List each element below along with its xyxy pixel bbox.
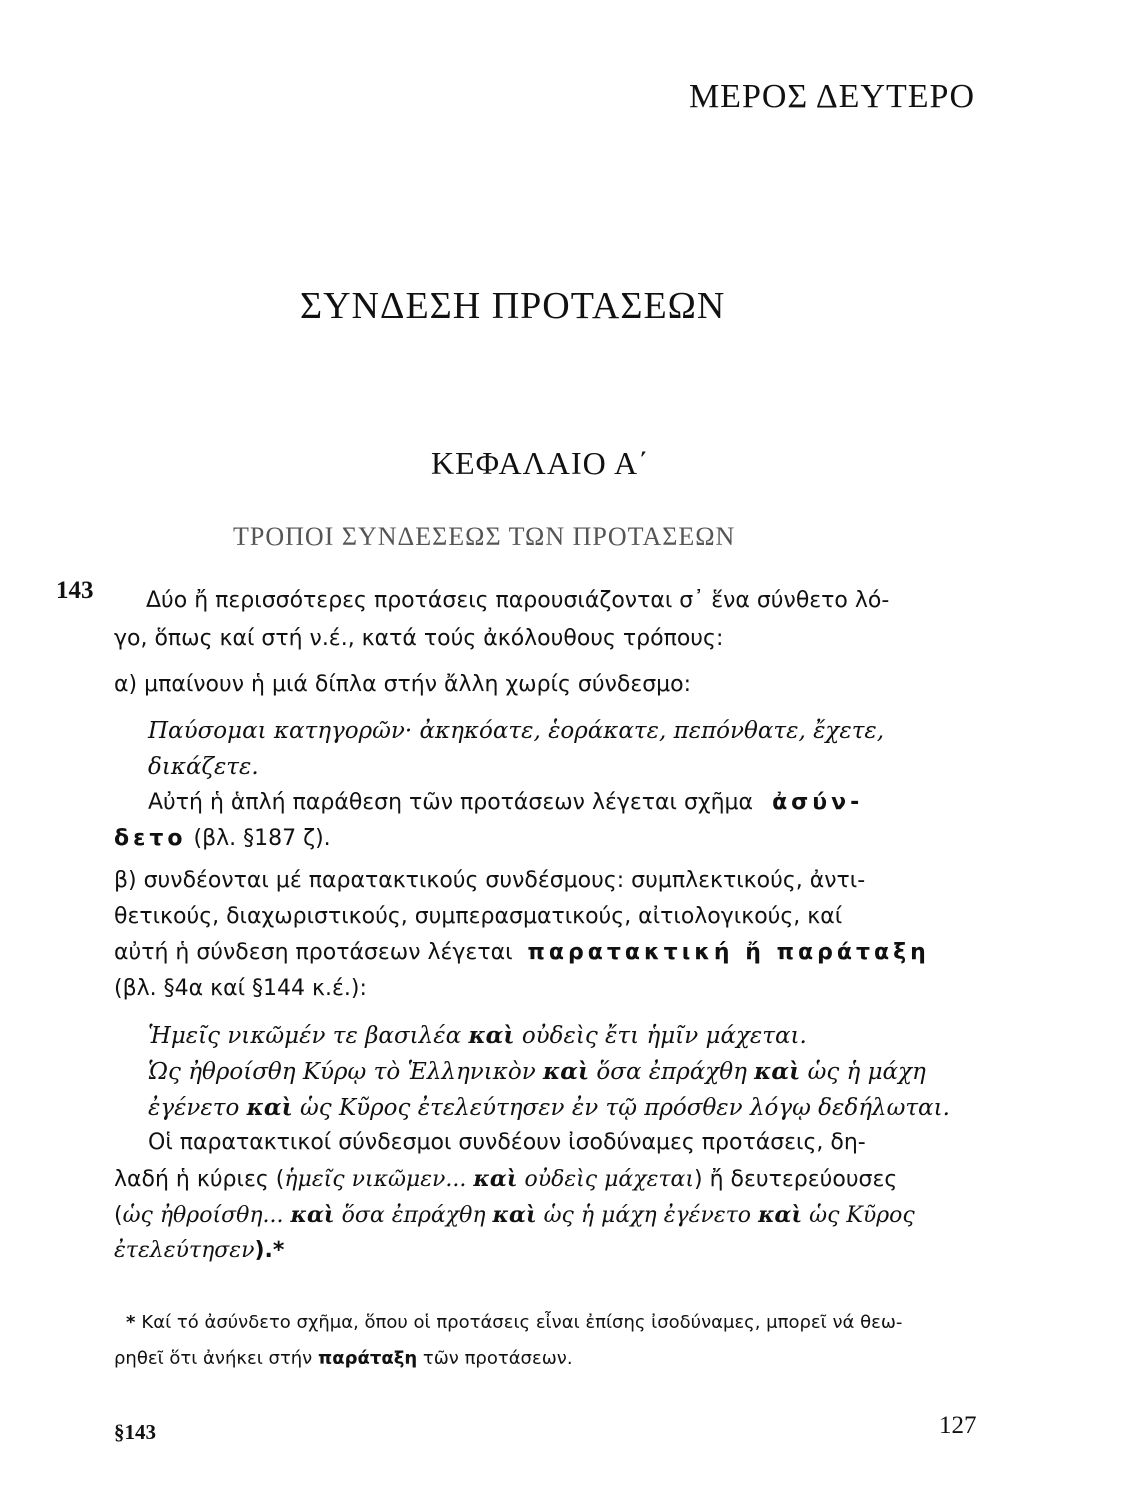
note-line-3-italic-1: ὡς ἠθροίσθη... xyxy=(122,1203,284,1228)
item-b-line-3-text: αὐτή ἡ σύνδεση προτάσεων λέγεται xyxy=(114,940,513,965)
asyndeton-line-1 xyxy=(148,792,863,814)
note-line-2-kai: καὶ xyxy=(473,1166,518,1192)
asyndeton-ref: (βλ. §187 ζ). xyxy=(193,826,331,851)
footnote-line-2 xyxy=(114,1348,573,1369)
item-a: α) μπαίνουν ἡ μιά δίπλα στήν ἄλλη χωρίς σύνδεσμο: xyxy=(114,672,692,697)
note-line-2 xyxy=(114,1168,897,1191)
part-title: ΜΕΡΟΣ ΔΕΥΤΕΡΟ xyxy=(688,78,975,115)
intro-line-1: Δύο ἤ περισσότερες προτάσεις παρουσιάζονται σ᾽ ἕνα σύνθετο λό- xyxy=(146,588,890,613)
item-b-line-4: (βλ. §4α καί §144 κ.έ.): xyxy=(114,976,367,1001)
example-b2-line-2-part-1: ἐγένετο xyxy=(148,1095,240,1121)
note-line-3-kai-2: καὶ xyxy=(492,1202,537,1228)
example-b2-line-1 xyxy=(148,1060,926,1084)
example-b1 xyxy=(148,1024,807,1048)
note-line-2-italic-2: οὐδεὶς μάχεται xyxy=(524,1167,695,1192)
asyndeton-line-2 xyxy=(114,828,331,850)
example-b1-part-2: οὐδεὶς ἔτι ἡμῖν μάχεται. xyxy=(521,1023,807,1049)
example-b2-part-1: Ὡς ἠθροίσθη Κύρῳ τὸ Ἑλληνικὸν xyxy=(148,1059,536,1085)
note-line-4-end: ).* xyxy=(254,1238,285,1263)
chapter-title: ΚΕΦΑΛΑΙΟ Α΄ xyxy=(431,445,650,481)
note-line-3-kai-3: καὶ xyxy=(758,1202,803,1228)
note-line-3-kai-1: καὶ xyxy=(290,1202,335,1228)
asyndeton-text: Αὐτή ἡ ἁπλή παράθεση τῶν προτάσεων λέγεται σχῆμα xyxy=(148,790,754,815)
item-b-line-1: β) συνδέονται μέ παρατακτικούς συνδέσμους: συμπλεκτικούς, ἀντι- xyxy=(114,868,866,893)
note-line-3-italic-3: ὡς ἡ μάχη ἐγένετο xyxy=(543,1203,752,1228)
example-a-line-2: δικάζετε. xyxy=(148,754,259,780)
example-b2-kai-2: καὶ xyxy=(754,1058,801,1085)
note-line-2-part-2: ) ἤ δευτερεύουσες xyxy=(694,1167,898,1192)
example-b1-kai: καὶ xyxy=(468,1022,515,1049)
footnote-line-1 xyxy=(126,1312,902,1333)
note-line-4-italic: ἐτελεύτησεν xyxy=(114,1238,255,1263)
note-line-2-part-1: λαδή ἡ κύριες ( xyxy=(114,1167,285,1192)
asyndeton-term-end: δετο xyxy=(114,826,187,851)
chapter-subtitle: ΤΡΟΠΟΙ ΣΥΝΔΕΣΕΩΣ ΤΩΝ ΠΡΟΤΑΣΕΩΝ xyxy=(233,522,736,551)
item-b-line-2: θετικούς, διαχωριστικούς, συμπερασματικούς, αἰτιολογικούς, καί xyxy=(114,904,843,929)
example-b2-kai-1: καὶ xyxy=(543,1058,590,1085)
example-b2-part-3: ὡς ἡ μάχη xyxy=(807,1059,926,1085)
footer-section-ref: §143 xyxy=(114,1420,156,1444)
page-number: 127 xyxy=(939,1412,977,1439)
paragraph-number: 143 xyxy=(56,577,94,604)
example-b2-part-2: ὅσα ἐπράχθη xyxy=(596,1059,747,1085)
note-line-1: Οἱ παρατακτικοί σύνδεσμοι συνδέουν ἰσοδύναμες προτάσεις, δη- xyxy=(148,1130,866,1155)
section-title: ΣΥΝΔΕΣΗ ΠΡΟΤΑΣΕΩΝ xyxy=(300,285,726,327)
note-line-2-italic-1: ἡμεῖς νικῶμεν... xyxy=(284,1167,467,1192)
example-b2-line-2-kai: καὶ xyxy=(246,1094,293,1121)
example-b1-part-1: Ἡμεῖς νικῶμέν τε βασιλέα xyxy=(148,1023,462,1049)
footnote-term: παράταξη xyxy=(317,1348,418,1369)
note-line-3-italic-4: ὡς Κῦρος xyxy=(809,1203,915,1228)
intro-line-2: γο, ὅπως καί στή ν.έ., κατά τούς ἀκόλουθους τρόπους: xyxy=(114,626,724,651)
footnote-text-1: Καί τό ἀσύνδετο σχῆμα, ὅπου οἱ προτάσεις εἶναι ἐπίσης ἰσοδύναμες, μπορεῖ νά θεω- xyxy=(141,1312,903,1333)
example-a-line-1: Παύσομαι κατηγορῶν· ἀκηκόατε, ἑοράκατε, πεπόνθατε, ἔχετε, xyxy=(148,718,885,744)
note-line-4 xyxy=(114,1240,284,1262)
footnote-text-2-part-2: τῶν προτάσεων. xyxy=(422,1348,573,1369)
footnote-marker: * xyxy=(126,1312,136,1333)
note-line-3 xyxy=(114,1204,915,1227)
example-b2-line-2 xyxy=(148,1096,950,1120)
item-b-line-3 xyxy=(114,942,930,964)
note-line-3-open: ( xyxy=(114,1203,123,1228)
example-b2-line-2-part-2: ὡς Κῦρος ἐτελεύτησεν ἐν τῷ πρόσθεν λόγῳ δεδήλωται. xyxy=(300,1095,950,1121)
footnote-text-2-part-1: ρηθεῖ ὅτι ἀνήκει στήν xyxy=(114,1348,313,1369)
asyndeton-term-start: ἀσύν- xyxy=(772,790,864,815)
note-line-3-italic-2: ὅσα ἐπράχθη xyxy=(341,1203,486,1228)
parataxis-term: παρατακτική ἤ παράταξη xyxy=(527,940,930,965)
